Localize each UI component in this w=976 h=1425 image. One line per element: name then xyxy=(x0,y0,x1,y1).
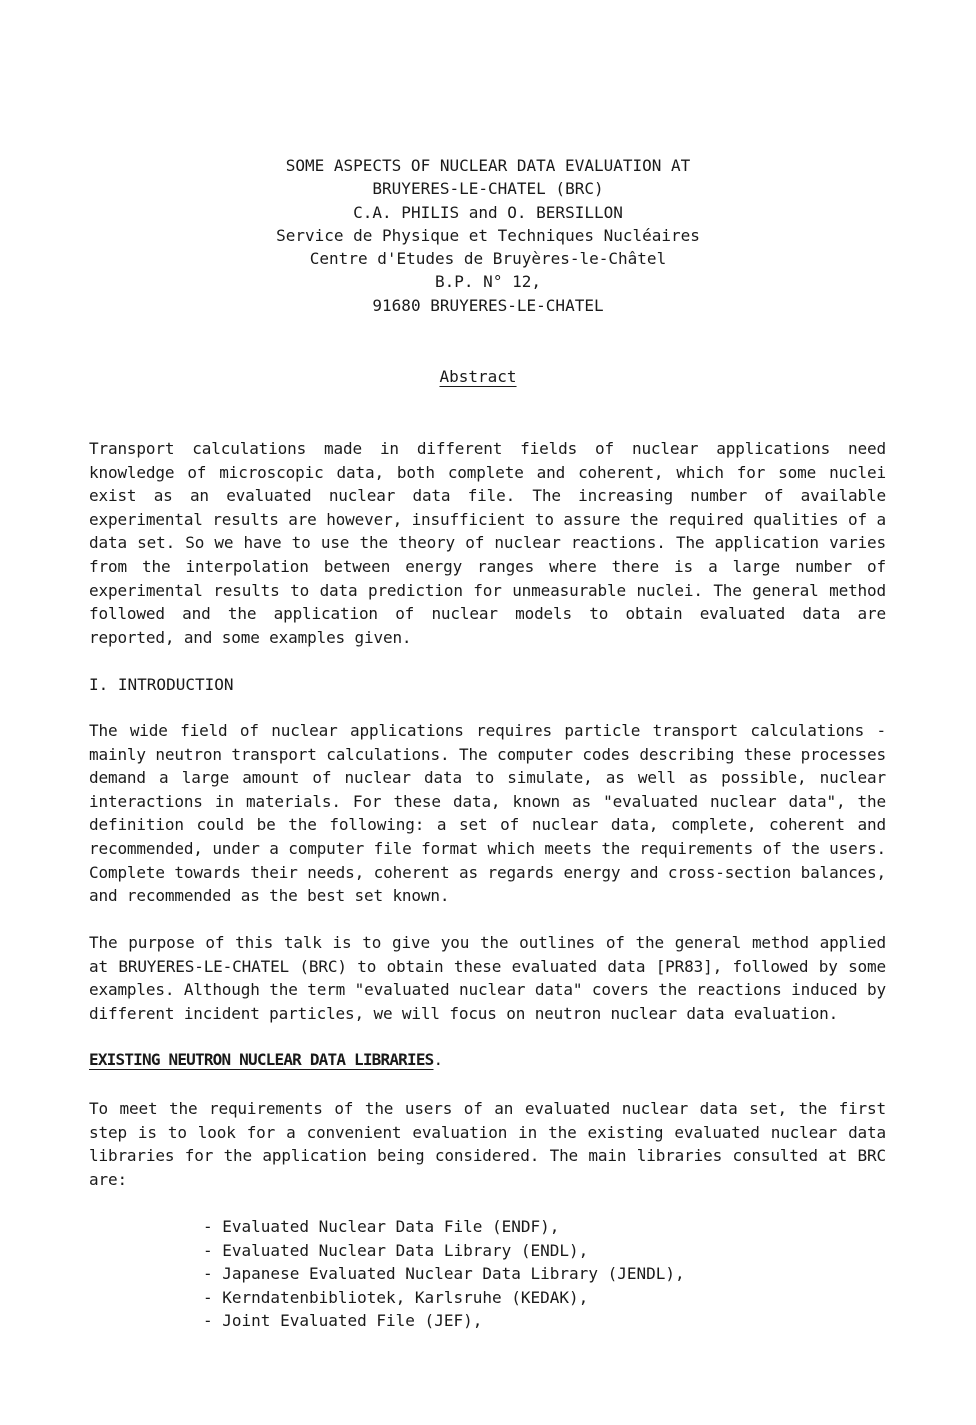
list-item: - Evaluated Nuclear Data Library (ENDL), xyxy=(203,1240,589,1260)
introduction-paragraph-1: The wide field of nuclear applications requires particle transport calculations - mainly neutron transport calculations. The computer codes describing these processes demand a large amount of nuclear data to simulate, as well as possible, nuclear interactions in materials. For these data, known as "evaluated nuclear data", the definition could be the following: a set of nuclear data, complete, coherent and recommended, under a computer file format which meets the requirements of the users. Complete towards their needs, coherent as regards energy and cross-section balances, and recommended as the best set known. xyxy=(89,721,886,906)
libraries-list xyxy=(203,1215,685,1333)
affiliation-line-2: Centre d'Etudes de Bruyères-le-Châtel xyxy=(309,249,667,269)
introduction-heading: I. INTRODUCTION xyxy=(89,675,234,694)
paper-header xyxy=(0,154,976,317)
list-item: - Japanese Evaluated Nuclear Data Library (JENDL), xyxy=(203,1264,685,1283)
address-line-1: B.P. N° 12, xyxy=(435,272,541,292)
affiliation-line-1: Service de Physique et Techniques Nucléaires xyxy=(276,225,700,245)
address-line-2: 91680 BRUYERES-LE-CHATEL xyxy=(372,295,604,315)
introduction-paragraph-2: The purpose of this talk is to give you the outlines of the general method applied at BRUYERES-LE-CHATEL (BRC) to obtain these evaluated data [PR83], followed by some examples. Although the term "evaluated nuclear data" covers the reactions induced by different incident particles, we will focus on neutron nuclear data evaluation. xyxy=(89,933,886,1023)
list-item: - Kerndatenbibliotek, Karlsruhe (KEDAK), xyxy=(203,1287,589,1307)
libraries-heading-text: EXISTING NEUTRON NUCLEAR DATA LIBRARIES xyxy=(89,1050,434,1069)
abstract-text: Transport calculations made in different fields of nuclear applications need knowledge of microscopic data, both complete and coherent, which for some nuclei exist as an evaluated nuclear data file. The increasing number of available experimental results are however, insufficient to assure the required qualities of a data set. So we have to use the theory of nuclear reactions. The application varies from the interpolation between energy ranges where there is a large number of experimental results to data prediction for unmeasurable nuclei. The general method followed and the application of nuclear models to obtain evaluated data are reported, and some examples given. xyxy=(89,439,886,647)
paper-authors: C.A. PHILIS and O. BERSILLON xyxy=(353,202,623,222)
list-item: - Joint Evaluated File (JEF), xyxy=(203,1311,483,1330)
libraries-paragraph: To meet the requirements of the users of an evaluated nuclear data set, the first step is to look for a convenient evaluation in the existing evaluated nuclear data libraries for the application being considered. The main libraries consulted at BRC are: xyxy=(89,1099,886,1189)
libraries-heading xyxy=(89,1050,443,1069)
list-item: - Evaluated Nuclear Data File (ENDF), xyxy=(203,1217,560,1236)
paper-title-line-2: BRUYERES-LE-CHATEL (BRC) xyxy=(372,179,604,199)
abstract-heading xyxy=(0,367,956,386)
libraries-heading-punct: . xyxy=(433,1050,444,1069)
paper-title-line-1: SOME ASPECTS OF NUCLEAR DATA EVALUATION AT xyxy=(285,156,691,175)
abstract-heading-text: Abstract xyxy=(439,367,517,386)
